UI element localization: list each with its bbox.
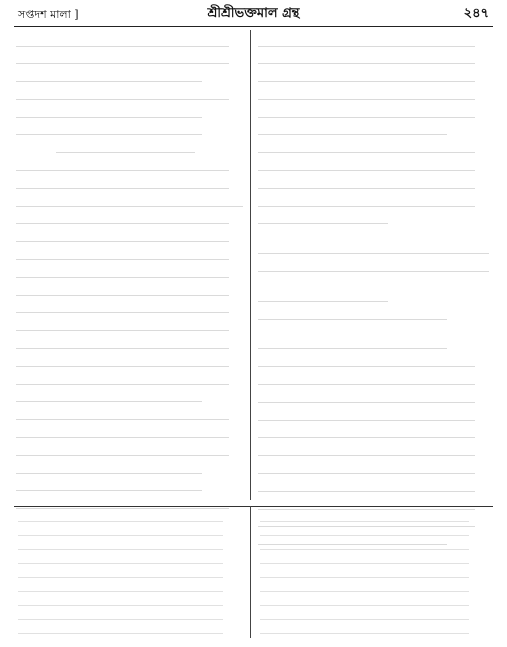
- text-line: [258, 479, 494, 497]
- chapter-label: সপ্তদশ মালা ]: [18, 8, 79, 21]
- text-line: [16, 141, 248, 159]
- footnote-line: [18, 624, 246, 638]
- text-line: [258, 444, 494, 462]
- text-line: [16, 426, 248, 444]
- text-line: [258, 462, 494, 480]
- text-line: [16, 34, 248, 52]
- text-line: [16, 372, 248, 390]
- left-column: [16, 34, 248, 515]
- text-line: [258, 141, 494, 159]
- text-line: [16, 105, 248, 123]
- footnote-line: [18, 554, 246, 568]
- text-line: [258, 194, 494, 212]
- footnote-divider: [14, 506, 493, 507]
- text-line: [16, 159, 248, 177]
- footnote-line: [18, 568, 246, 582]
- text-line: [16, 230, 248, 248]
- text-line: [258, 337, 494, 355]
- footnote-line: [18, 512, 246, 526]
- text-line: [16, 390, 248, 408]
- text-line: [258, 408, 494, 426]
- footnotes-right: [260, 512, 492, 638]
- text-line: [258, 260, 494, 278]
- text-line: [258, 52, 494, 70]
- text-line: [16, 87, 248, 105]
- footnote-line: [260, 568, 492, 582]
- text-line: [258, 105, 494, 123]
- text-line: [16, 443, 248, 461]
- text-line: [16, 194, 248, 212]
- footnote-column-divider: [250, 506, 251, 638]
- footnote-line: [260, 624, 492, 638]
- footnote-line: [18, 526, 246, 540]
- footnote-line: [18, 610, 246, 624]
- page-number: ২৪৭: [463, 6, 489, 21]
- text-line: [258, 87, 494, 105]
- footnote-line: [260, 610, 492, 624]
- text-line: [16, 408, 248, 426]
- text-line: [16, 319, 248, 337]
- header-divider: [14, 26, 493, 27]
- text-line: [258, 373, 494, 391]
- text-line: [258, 123, 494, 141]
- text-line: [258, 70, 494, 88]
- text-line: [258, 426, 494, 444]
- text-line: [258, 34, 494, 52]
- text-line: [16, 52, 248, 70]
- footnote-line: [260, 526, 492, 540]
- text-line: [16, 337, 248, 355]
- text-line: [258, 390, 494, 408]
- text-line: [16, 248, 248, 266]
- column-divider: [250, 30, 251, 500]
- footnote-line: [260, 512, 492, 526]
- text-line: [16, 283, 248, 301]
- right-column: [258, 34, 494, 551]
- text-line: [16, 479, 248, 497]
- text-line: [258, 242, 494, 260]
- text-line: [16, 265, 248, 283]
- footnote-line: [260, 582, 492, 596]
- footnote-line: [260, 540, 492, 554]
- text-line: [258, 307, 494, 325]
- text-line: [16, 176, 248, 194]
- footnote-line: [260, 554, 492, 568]
- footnote-line: [18, 596, 246, 610]
- text-line: [16, 354, 248, 372]
- footnote-line: [18, 582, 246, 596]
- text-line: [16, 70, 248, 88]
- text-line: [16, 123, 248, 141]
- text-line: [16, 301, 248, 319]
- text-line: [258, 212, 494, 230]
- page-header: [14, 4, 493, 24]
- text-line: [258, 355, 494, 373]
- text-line: [258, 289, 494, 307]
- text-line: [258, 159, 494, 177]
- footnote-line: [260, 596, 492, 610]
- text-line: [258, 176, 494, 194]
- footnotes-left: [18, 512, 246, 638]
- text-line: [16, 461, 248, 479]
- text-line: [16, 212, 248, 230]
- book-title: শ্রীশ্রীভক্তমাল গ্রন্থ: [207, 6, 300, 21]
- footnote-line: [18, 540, 246, 554]
